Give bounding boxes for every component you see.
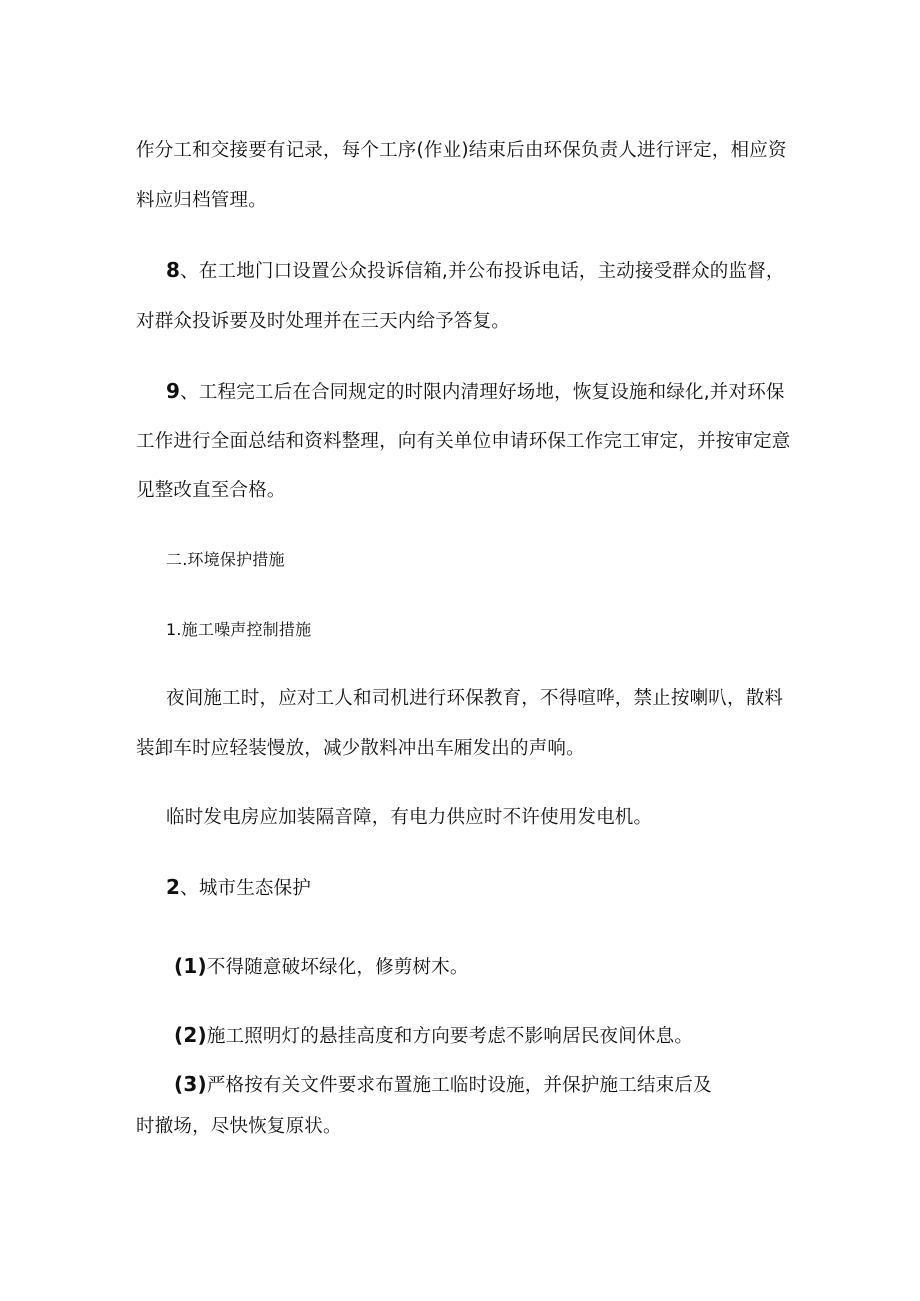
section-2-heading <box>166 547 285 573</box>
text-span: 1.施工噪声控制措施 <box>166 620 312 639</box>
item-9-line-1 <box>166 378 785 406</box>
item-9-line-3 <box>136 478 286 504</box>
generator-paragraph <box>166 805 652 831</box>
item-9-number: 9 <box>166 379 181 403</box>
paragraph-continuation-line-1 <box>136 138 787 164</box>
subsection-2-heading <box>166 874 311 902</box>
text-span: 料应归档管理。 <box>136 190 267 211</box>
noise-paragraph-line-2 <box>136 736 585 762</box>
text-span: 施工照明灯的悬挂高度和方向要考虑不影响居民夜间休息。 <box>206 1026 694 1047</box>
text-span: 严格按有关文件要求布置施工临时设施，并保护施工结束后及 <box>206 1075 712 1096</box>
text-span: 不得随意破坏绿化，修剪树木。 <box>206 957 469 978</box>
subsection-1-heading <box>166 617 311 643</box>
item-8-number: 8 <box>166 258 181 282</box>
text-span: 、工程完工后在合同规定的时限内清理好场地，恢复设施和绿化,并对环保 <box>180 382 785 403</box>
list-item-3-line-2 <box>136 1114 342 1140</box>
paragraph-continuation-line-2 <box>136 188 267 214</box>
text-span: 夜间施工时，应对工人和司机进行环保教育，不得喧哗，禁止按喇叭，散料 <box>166 688 784 709</box>
list-item-3-line-1 <box>174 1071 712 1099</box>
text-span: 对群众投诉要及时处理并在三天内给予答复。 <box>136 311 511 332</box>
text-span: 见整改直至合格。 <box>136 480 286 501</box>
subsection-2-number: 2 <box>166 875 181 899</box>
list-item-1-number: (1) <box>174 954 207 978</box>
text-span: 工作进行全面总结和资料整理，向有关单位申请环保工作完工审定，并按审定意 <box>136 431 791 452</box>
list-item-2-number: (2) <box>174 1023 207 1047</box>
item-9-line-2 <box>136 429 791 455</box>
text-span: 作分工和交接要有记录，每个工序(作业)结束后由环保负责人进行评定，相应资 <box>136 140 787 161</box>
item-8-line-2 <box>136 309 510 335</box>
noise-paragraph-line-1 <box>166 686 783 712</box>
list-item-3-number: (3) <box>174 1072 207 1096</box>
item-8-line-1 <box>166 257 785 285</box>
text-span: 二.环境保护措施 <box>166 550 285 569</box>
list-item-1 <box>174 953 469 981</box>
text-span: 、城市生态保护 <box>180 878 312 899</box>
text-span: 临时发电房应加装隔音障，有电力供应时不许使用发电机。 <box>166 807 653 828</box>
text-span: 、在工地门口设置公众投诉信箱,并公布投诉电话，主动接受群众的监督， <box>180 261 785 282</box>
text-span: 装卸车时应轻装慢放，减少散料冲出车厢发出的声响。 <box>136 738 585 759</box>
text-span: 时撤场，尽快恢复原状。 <box>136 1116 342 1137</box>
list-item-2 <box>174 1022 693 1050</box>
